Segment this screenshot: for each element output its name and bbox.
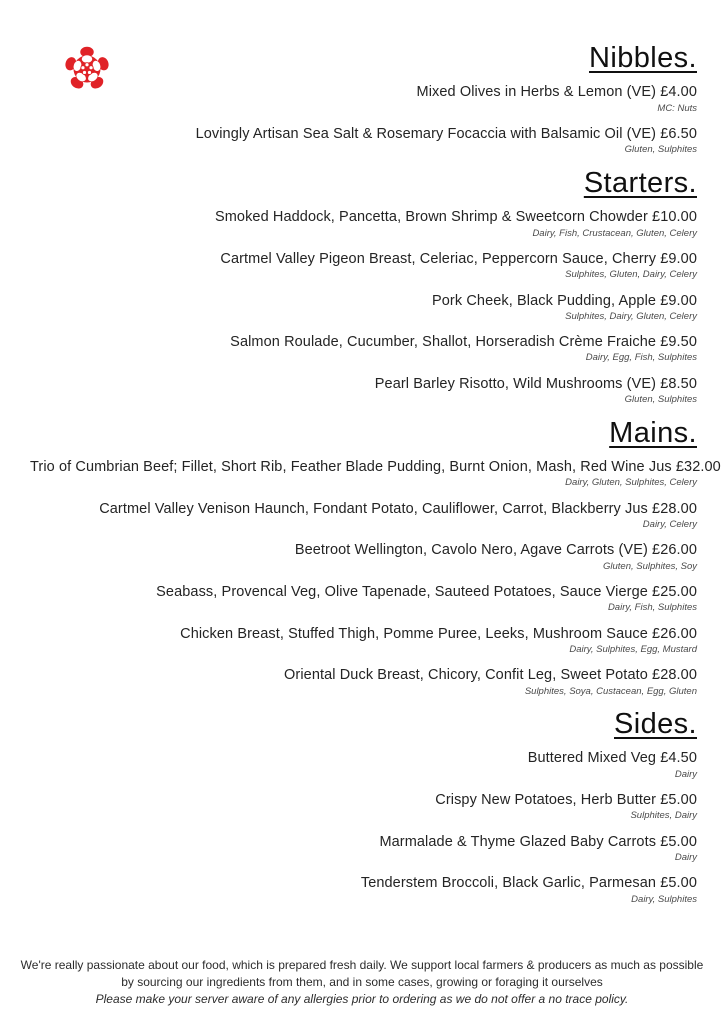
section-items xyxy=(30,208,697,405)
menu-footer xyxy=(0,957,724,1008)
menu-item-name: Beetroot Wellington, Cavolo Nero, Agave Carrots (VE) xyxy=(294,542,648,559)
menu-item-price: £28.00 xyxy=(652,667,697,684)
menu-item xyxy=(30,583,697,614)
menu-item xyxy=(30,375,697,406)
menu-item xyxy=(30,625,697,656)
menu-item-line xyxy=(30,125,697,143)
menu-section xyxy=(30,708,697,905)
menu-item-name: Cartmel Valley Venison Haunch, Fondant Potato, Cauliflower, Carrot, Blackberry Jus xyxy=(99,500,648,517)
menu-item-allergens: Sulphites, Soya, Custacean, Egg, Gluten xyxy=(524,685,697,697)
menu-item-name: Seabass, Provencal Veg, Olive Tapenade, Sauteed Potatoes, Sauce Vierge xyxy=(156,583,648,600)
menu-item-price: £5.00 xyxy=(660,875,697,892)
menu-item-price: £9.00 xyxy=(660,250,697,267)
menu-item-price: £28.00 xyxy=(652,500,697,517)
menu-item-price: £9.00 xyxy=(660,292,697,309)
section-heading: Mains. xyxy=(609,416,697,449)
menu-item-line xyxy=(30,749,697,767)
menu-item xyxy=(30,874,697,905)
menu-item-allergens: Gluten, Sulphites xyxy=(624,394,697,406)
menu-item-allergens: Sulphites, Dairy, Gluten, Celery xyxy=(565,310,697,322)
menu-item xyxy=(30,292,697,323)
menu-item-price: £4.00 xyxy=(660,84,697,101)
footer-line-2: by sourcing our ingredients from them, and in some cases, growing or foraging it ourselves xyxy=(121,974,603,989)
menu-item xyxy=(30,833,697,864)
menu-item-name: Chicken Breast, Stuffed Thigh, Pomme Puree, Leeks, Mushroom Sauce xyxy=(180,625,648,642)
menu-item-price: £32.00 xyxy=(675,459,721,475)
menu-item-name: Smoked Haddock, Pancetta, Brown Shrimp & Sweetcorn Chowder xyxy=(214,209,648,226)
menu-item-name: Lovingly Artisan Sea Salt & Rosemary Focaccia with Balsamic Oil (VE) xyxy=(195,126,657,143)
menu-item-name: Cartmel Valley Pigeon Breast, Celeriac, Peppercorn Sauce, Cherry xyxy=(220,250,657,267)
menu-item-allergens: Dairy, Sulphites xyxy=(631,893,697,905)
menu-item-allergens: Dairy, Gluten, Sulphites, Celery xyxy=(565,477,697,489)
menu-item-allergens: Dairy xyxy=(674,768,697,780)
menu-item xyxy=(30,541,697,572)
menu-item-allergens: Dairy, Fish, Sulphites xyxy=(607,602,697,614)
menu-item-allergens: Dairy, Sulphites, Egg, Mustard xyxy=(569,643,697,655)
menu-item-name: Buttered Mixed Veg xyxy=(527,750,657,767)
tudor-rose-logo xyxy=(62,44,112,94)
menu-item-price: £4.50 xyxy=(660,750,697,767)
menu-item-price: £26.00 xyxy=(652,542,697,559)
section-items xyxy=(30,749,697,905)
menu-item-line xyxy=(30,292,697,310)
menu-item-name: Mixed Olives in Herbs & Lemon (VE) xyxy=(416,84,657,101)
menu-item xyxy=(30,458,721,489)
menu-section xyxy=(30,42,697,156)
section-heading: Starters. xyxy=(583,166,697,199)
menu-item xyxy=(30,500,697,531)
menu-item-line xyxy=(30,541,697,559)
menu-item-price: £8.50 xyxy=(660,375,697,392)
menu-item-name: Trio of Cumbrian Beef; Fillet, Short Rib, Feather Blade Pudding, Burnt Onion, Mash, Red Wine Jus xyxy=(30,459,672,475)
menu-item-line xyxy=(30,333,697,351)
menu-item-price: £25.00 xyxy=(652,583,697,600)
menu-item-allergens: Gluten, Sulphites, Soy xyxy=(603,560,697,572)
menu-item-line xyxy=(30,500,697,518)
menu-item-line xyxy=(30,83,697,101)
menu-item xyxy=(30,83,697,114)
section-items xyxy=(30,458,721,697)
menu-item-line xyxy=(30,833,697,851)
menu-item-line xyxy=(30,874,697,892)
menu-item-price: £26.00 xyxy=(652,625,697,642)
menu-item xyxy=(30,666,697,697)
menu-item-name: Pearl Barley Risotto, Wild Mushrooms (VE) xyxy=(374,375,657,392)
menu-item-name: Marmalade & Thyme Glazed Baby Carrots xyxy=(379,833,657,850)
menu-item-allergens: Gluten, Sulphites xyxy=(624,144,697,156)
menu-item-line xyxy=(30,666,697,684)
menu-item xyxy=(30,333,697,364)
menu-item-name: Crispy New Potatoes, Herb Butter xyxy=(435,792,657,809)
menu-item-name: Pork Cheek, Black Pudding, Apple xyxy=(432,292,657,309)
menu-item-allergens: MC: Nuts xyxy=(657,102,697,114)
menu-item xyxy=(30,208,697,239)
section-heading: Nibbles. xyxy=(589,42,697,74)
menu-item-name: Tenderstem Broccoli, Black Garlic, Parmesan xyxy=(360,875,657,892)
menu-item-allergens: Sulphites, Gluten, Dairy, Celery xyxy=(565,269,697,281)
menu-item-name: Oriental Duck Breast, Chicory, Confit Leg, Sweet Potato xyxy=(284,667,648,684)
footer-allergy-note: Please make your server aware of any allergies prior to ordering as we do not offer a no trace policy. xyxy=(95,991,629,1006)
menu-item-allergens: Dairy, Fish, Crustacean, Gluten, Celery xyxy=(532,227,697,239)
menu-item-price: £5.00 xyxy=(660,833,697,850)
section-items xyxy=(30,83,697,155)
menu-item-line xyxy=(30,458,721,476)
menu-item-line xyxy=(30,208,697,226)
menu-item-price: £5.00 xyxy=(660,792,697,809)
tudor-rose-icon xyxy=(62,44,112,94)
menu-item xyxy=(30,749,697,780)
footer-line-1: We're really passionate about our food, which is prepared fresh daily. We support local farmers & producers as much as possible xyxy=(20,957,704,972)
menu-item-allergens: Dairy, Egg, Fish, Sulphites xyxy=(585,352,697,364)
section-heading: Sides. xyxy=(614,707,697,740)
menu-item xyxy=(30,125,697,156)
menu-item xyxy=(30,250,697,281)
menu-item-allergens: Sulphites, Dairy xyxy=(630,810,697,822)
menu-item-line xyxy=(30,583,697,601)
menu-item-price: £6.50 xyxy=(660,126,697,143)
menu-item-line xyxy=(30,250,697,268)
menu-item-allergens: Dairy, Celery xyxy=(642,518,697,530)
menu-item-line xyxy=(30,375,697,393)
menu-item-price: £10.00 xyxy=(652,209,697,226)
menu-section xyxy=(30,416,721,697)
menu-item-line xyxy=(30,791,697,809)
menu-item xyxy=(30,791,697,822)
menu-section xyxy=(30,167,697,406)
menu-item-allergens: Dairy xyxy=(674,851,697,863)
menu-item-line xyxy=(30,625,697,643)
menu-item-price: £9.50 xyxy=(660,334,697,351)
menu-item-name: Salmon Roulade, Cucumber, Shallot, Horseradish Crème Fraiche xyxy=(230,334,657,351)
